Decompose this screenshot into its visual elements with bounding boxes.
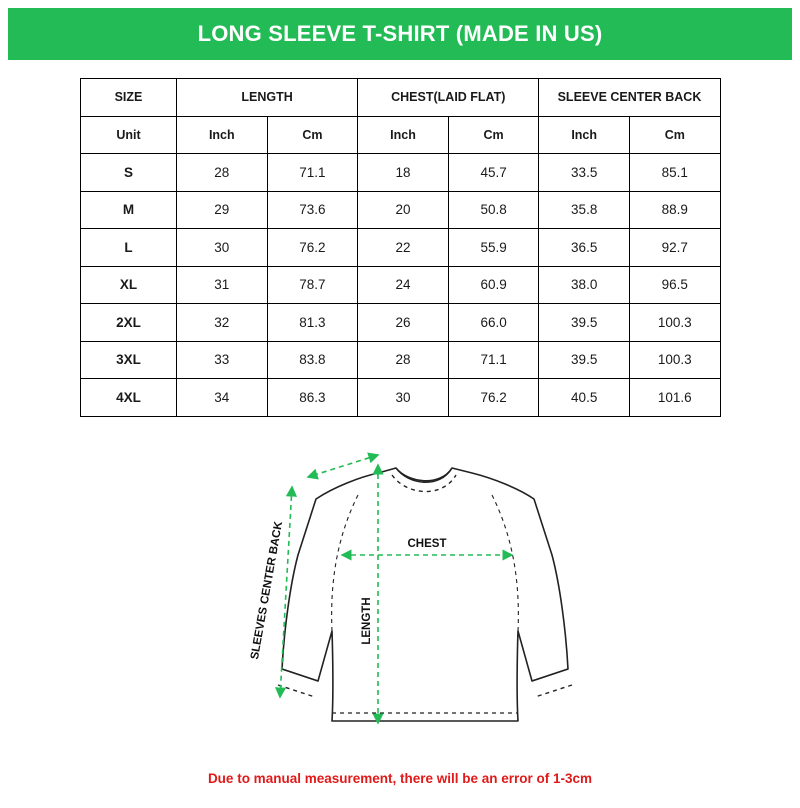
cell-length-inch: 32 [177, 304, 268, 342]
sleeve-label: SLEEVES CENTER BACK [248, 520, 286, 660]
cell-size: 4XL [81, 379, 177, 417]
cell-size: M [81, 191, 177, 229]
header-length-cm: Cm [267, 116, 358, 154]
cell-sleeve-inch: 39.5 [539, 341, 630, 379]
cell-sleeve-cm: 88.9 [629, 191, 720, 229]
cell-length-cm: 81.3 [267, 304, 358, 342]
header-sleeve-cm: Cm [629, 116, 720, 154]
cell-length-inch: 28 [177, 154, 268, 192]
cell-chest-inch: 26 [358, 304, 449, 342]
cell-sleeve-inch: 39.5 [539, 304, 630, 342]
cell-size: 3XL [81, 341, 177, 379]
cell-sleeve-cm: 92.7 [629, 229, 720, 267]
table-unit-row [81, 116, 721, 154]
cell-length-cm: 86.3 [267, 379, 358, 417]
page-title: LONG SLEEVE T-SHIRT (MADE IN US) [197, 21, 603, 46]
table-row [81, 266, 721, 304]
cell-sleeve-cm: 101.6 [629, 379, 720, 417]
cell-length-cm: 73.6 [267, 191, 358, 229]
cell-length-cm: 71.1 [267, 154, 358, 192]
cell-chest-inch: 20 [358, 191, 449, 229]
size-table-container [80, 78, 720, 417]
cell-sleeve-inch: 36.5 [539, 229, 630, 267]
header-chest-cm: Cm [448, 116, 539, 154]
header-length: LENGTH [177, 79, 358, 117]
cell-chest-cm: 66.0 [448, 304, 539, 342]
table-row [81, 379, 721, 417]
shirt-outline [282, 468, 568, 721]
cell-chest-inch: 30 [358, 379, 449, 417]
cell-length-inch: 31 [177, 266, 268, 304]
cell-chest-cm: 55.9 [448, 229, 539, 267]
measurement-note: Due to manual measurement, there will be an error of 1-3cm [207, 771, 593, 786]
cell-length-cm: 83.8 [267, 341, 358, 379]
cell-length-inch: 34 [177, 379, 268, 417]
cell-size: L [81, 229, 177, 267]
size-chart-page [0, 8, 800, 808]
cell-sleeve-cm: 100.3 [629, 304, 720, 342]
cell-chest-inch: 24 [358, 266, 449, 304]
header-sleeve: SLEEVE CENTER BACK [539, 79, 720, 117]
cell-chest-cm: 60.9 [448, 266, 539, 304]
cell-length-cm: 78.7 [267, 266, 358, 304]
cell-sleeve-inch: 33.5 [539, 154, 630, 192]
chest-label: CHEST [407, 537, 447, 550]
header-length-inch: Inch [177, 116, 268, 154]
table-row [81, 341, 721, 379]
cell-sleeve-cm: 96.5 [629, 266, 720, 304]
table-group-header-row [81, 79, 721, 117]
header-unit: Unit [81, 116, 177, 154]
header-sleeve-inch: Inch [539, 116, 630, 154]
cell-length-cm: 76.2 [267, 229, 358, 267]
cell-chest-cm: 71.1 [448, 341, 539, 379]
table-row [81, 191, 721, 229]
cell-sleeve-inch: 40.5 [539, 379, 630, 417]
cell-sleeve-inch: 38.0 [539, 266, 630, 304]
cell-size: 2XL [81, 304, 177, 342]
cell-size: XL [81, 266, 177, 304]
header-chest-inch: Inch [358, 116, 449, 154]
cell-chest-inch: 28 [358, 341, 449, 379]
header-chest: CHEST(LAID FLAT) [358, 79, 539, 117]
cell-chest-inch: 22 [358, 229, 449, 267]
garment-illustration [120, 435, 680, 745]
cell-sleeve-inch: 35.8 [539, 191, 630, 229]
cell-size: S [81, 154, 177, 192]
table-row [81, 154, 721, 192]
cell-length-inch: 33 [177, 341, 268, 379]
table-row [81, 229, 721, 267]
header-size: SIZE [81, 79, 177, 117]
cell-length-inch: 30 [177, 229, 268, 267]
cell-sleeve-cm: 85.1 [629, 154, 720, 192]
table-row [81, 304, 721, 342]
header-banner [8, 8, 792, 60]
cell-chest-cm: 50.8 [448, 191, 539, 229]
cell-sleeve-cm: 100.3 [629, 341, 720, 379]
cell-chest-cm: 45.7 [448, 154, 539, 192]
cell-chest-cm: 76.2 [448, 379, 539, 417]
cell-chest-inch: 18 [358, 154, 449, 192]
cell-length-inch: 29 [177, 191, 268, 229]
size-table [80, 78, 721, 417]
length-label: LENGTH [361, 596, 373, 645]
